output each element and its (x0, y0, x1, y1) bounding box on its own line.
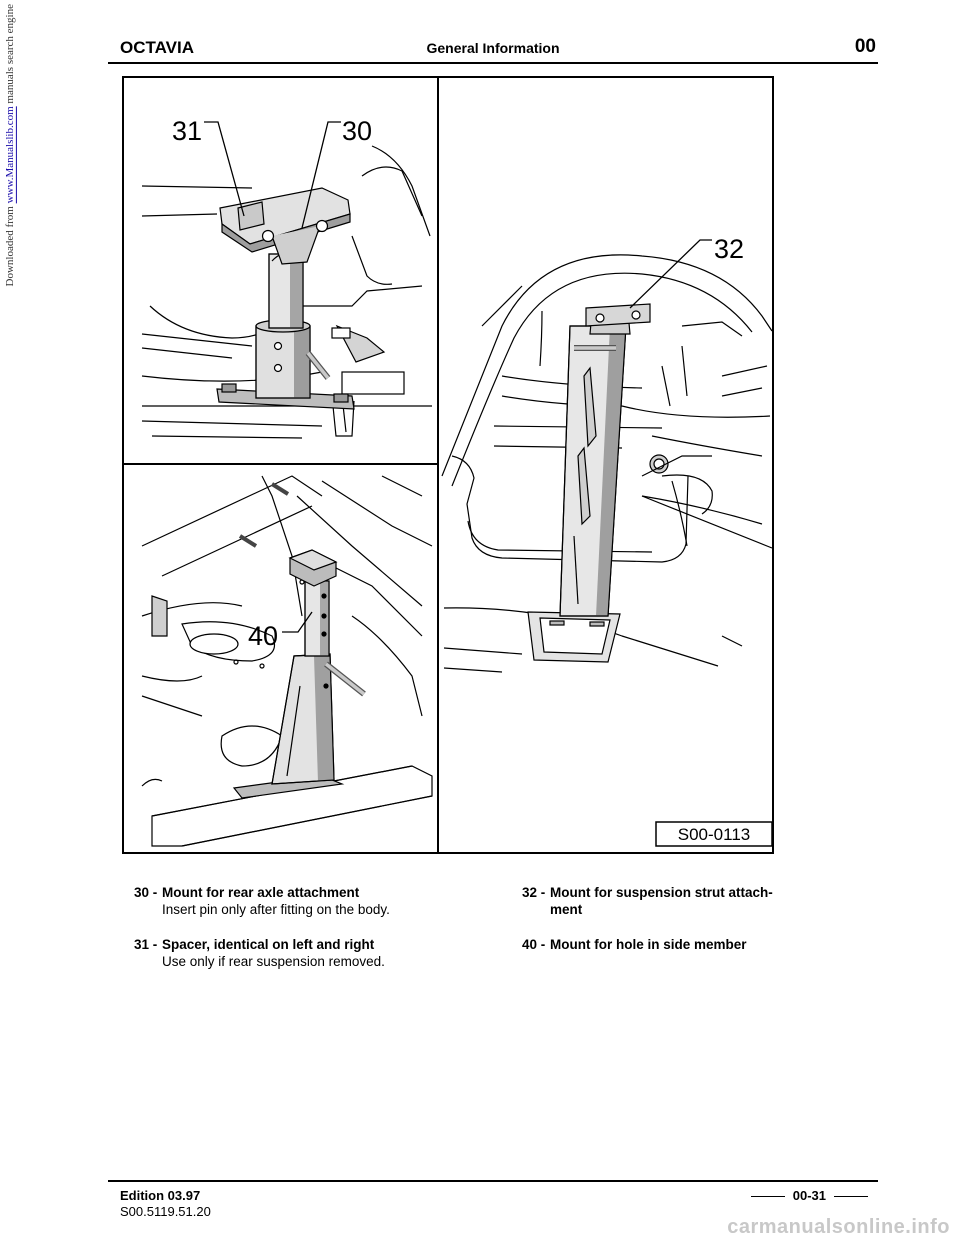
download-note-suffix: manuals search engine (4, 4, 16, 107)
legend-item-31 (134, 936, 434, 970)
legend-item-30 (134, 884, 434, 918)
legend-note: Use only if rear suspension removed. (162, 954, 385, 969)
legend-number: 32 - (522, 885, 546, 900)
legend-item-32 (522, 884, 822, 918)
technical-illustration (122, 76, 774, 854)
legend-number: 31 - (134, 937, 158, 952)
divider (834, 1196, 868, 1197)
chapter-number: 00 (854, 36, 876, 57)
download-note (4, 4, 16, 286)
callout-31 (172, 116, 202, 146)
page-number-text: 00-31 (792, 1188, 826, 1203)
manualslib-link[interactable]: www.Manualslib.com (4, 106, 16, 204)
legend-title: Spacer, identical on left and right (162, 937, 375, 952)
callout-40 (248, 621, 278, 651)
document-code: S00.5119.51.20 (120, 1204, 211, 1219)
legend-note: Insert pin only after fitting on the body. (162, 902, 390, 917)
edition-label: Edition 03.97 (120, 1188, 201, 1203)
legend-item-40 (522, 936, 822, 953)
callout-31-label: 31 (172, 116, 203, 146)
legend-title: Mount for hole in side member (550, 937, 747, 952)
watermark: carmanualsonline.info (727, 1216, 950, 1238)
legend-number: 40 - (522, 937, 546, 952)
callout-32 (714, 234, 744, 264)
callout-30-label: 30 (342, 116, 373, 146)
brand-title: OCTAVIA (120, 38, 194, 57)
legend-right-column (522, 884, 822, 971)
download-note-prefix: Downloaded from (4, 203, 16, 287)
page-number (743, 1188, 876, 1203)
callout-30 (342, 116, 372, 146)
legend-title: Mount for suspension strut attach-ment (550, 885, 773, 917)
legend-left-column (134, 884, 434, 988)
divider (751, 1196, 785, 1197)
page-footer (108, 1180, 878, 1219)
legend-title: Mount for rear axle attachment (162, 885, 360, 900)
page-header (108, 36, 878, 64)
figure-code: S00-0113 (677, 825, 751, 844)
section-title: General Information (426, 40, 560, 56)
callout-40-label: 40 (248, 621, 279, 651)
legend-number: 30 - (134, 885, 158, 900)
callout-32-label: 32 (714, 234, 745, 264)
